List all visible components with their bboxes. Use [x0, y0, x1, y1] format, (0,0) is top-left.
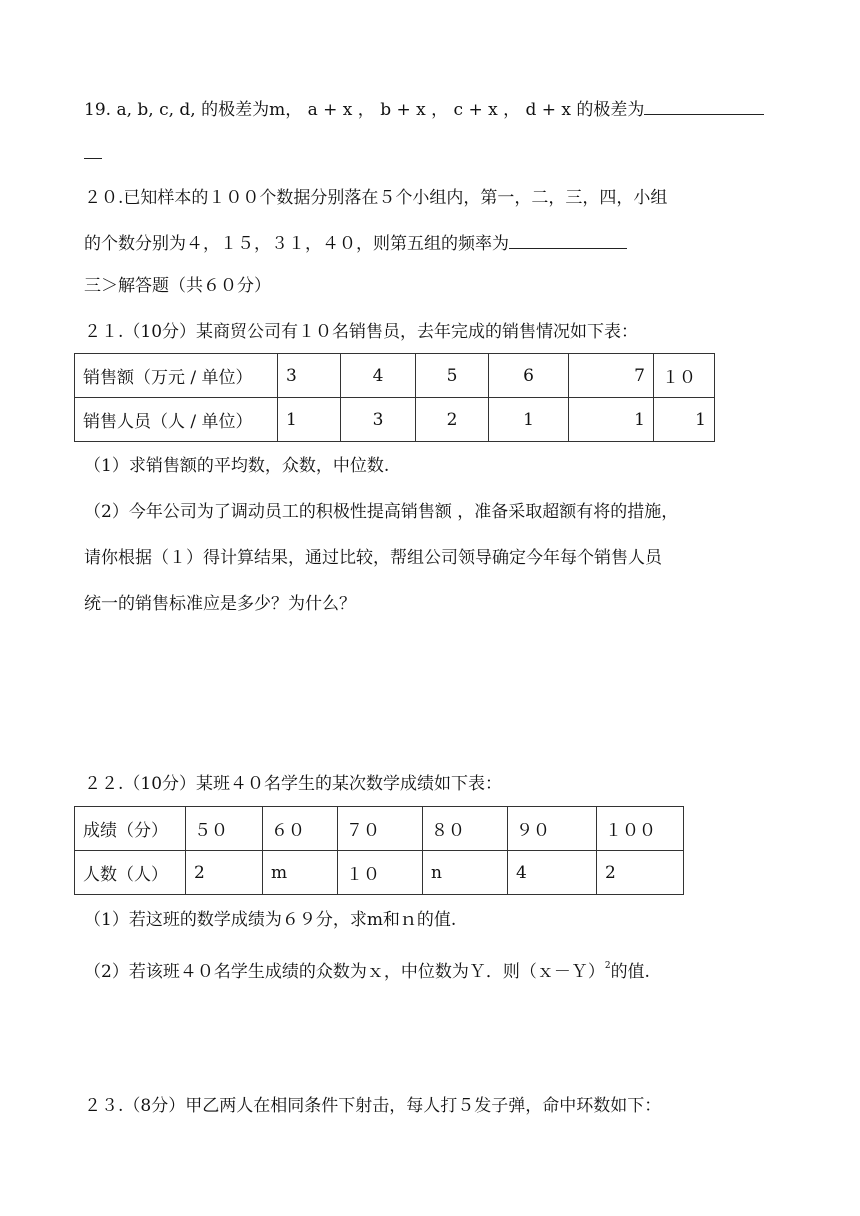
question-21-intro: ２１.（10分）某商贸公司有１０名销售员，去年完成的销售情况如下表：	[84, 322, 639, 342]
table-row-label: 成绩（分）	[75, 807, 186, 851]
question-21-part-2-line-3: 统一的销售标准应是多少？为什么？	[84, 594, 356, 614]
table-cell: 2	[416, 398, 489, 442]
table-cell: ９０	[508, 807, 597, 851]
table-row-label: 销售额（万元 / 单位）	[75, 354, 278, 398]
question-21-part-2-line-1: （2）今年公司为了调动员工的积极性提高销售额 ，准备采取超额有将的措施，	[84, 502, 679, 522]
question-22-part-1: （1）若这班的数学成绩为６９分，求m和ｎ的值.	[84, 910, 457, 930]
question-19-text: 19. a, b, c, d, 的极差为m， a + x ， b + x ， c + x ， d + x 的极差为	[84, 100, 645, 120]
question-20-line-2: 的个数分别为４，１５，３１，４０，则第五组的频率为	[84, 234, 509, 254]
scores-table	[74, 806, 684, 895]
question-20-line-1: ２０.已知样本的１００个数据分别落在５个小组内，第一，二，三，四，小组	[84, 188, 668, 208]
question-22-part-2-end: 的值.	[610, 962, 650, 982]
table-cell: 4	[341, 354, 416, 398]
answer-blank-19-continuation	[84, 158, 102, 159]
question-22-intro: ２２.（10分）某班４０名学生的某次数学成绩如下表：	[84, 774, 503, 794]
table-cell: 7	[569, 354, 654, 398]
table-cell: m	[263, 851, 338, 895]
section-title: 三＞解答题（共６０分）	[84, 276, 271, 296]
table-cell: ７０	[338, 807, 423, 851]
table-cell: ８０	[423, 807, 508, 851]
table-cell: ５０	[186, 807, 263, 851]
table-cell: １０	[338, 851, 423, 895]
table-cell: 1	[489, 398, 569, 442]
table-row-label: 销售人员（人 / 单位）	[75, 398, 278, 442]
table-cell: 5	[416, 354, 489, 398]
question-22-part-2-text: （2）若该班４０名学生成绩的众数为ｘ，中位数为Ｙ．则（ｘ－Ｙ）	[84, 962, 605, 982]
answer-blank-20[interactable]	[509, 230, 627, 249]
table-cell: 2	[597, 851, 684, 895]
question-21-part-1: （1）求销售额的平均数，众数，中位数.	[84, 456, 390, 476]
sales-table	[74, 353, 715, 442]
table-row	[75, 851, 684, 895]
table-cell: 1	[278, 398, 341, 442]
table-cell: １０	[654, 354, 715, 398]
question-21-part-2-line-2: 请你根据（１）得计算结果，通过比较，帮组公司领导确定今年每个销售人员	[84, 548, 662, 568]
question-19	[84, 96, 764, 122]
table-cell: ６０	[263, 807, 338, 851]
table-cell: 3	[278, 354, 341, 398]
table-cell: １００	[597, 807, 684, 851]
table-cell: 1	[569, 398, 654, 442]
table-cell: n	[423, 851, 508, 895]
question-20	[84, 230, 627, 256]
exponent: 2	[604, 961, 611, 971]
answer-blank-19[interactable]	[644, 96, 764, 115]
question-22-part-2	[84, 954, 650, 984]
question-23: ２３.（8分）甲乙两人在相同条件下射击，每人打５发子弹，命中环数如下：	[84, 1096, 662, 1116]
table-row-label: 人数（人）	[75, 851, 186, 895]
table-cell: 1	[654, 398, 715, 442]
table-cell: 4	[508, 851, 597, 895]
table-row	[75, 398, 715, 442]
table-row	[75, 807, 684, 851]
table-cell: 2	[186, 851, 263, 895]
table-cell: 3	[341, 398, 416, 442]
table-row	[75, 354, 715, 398]
table-cell: 6	[489, 354, 569, 398]
